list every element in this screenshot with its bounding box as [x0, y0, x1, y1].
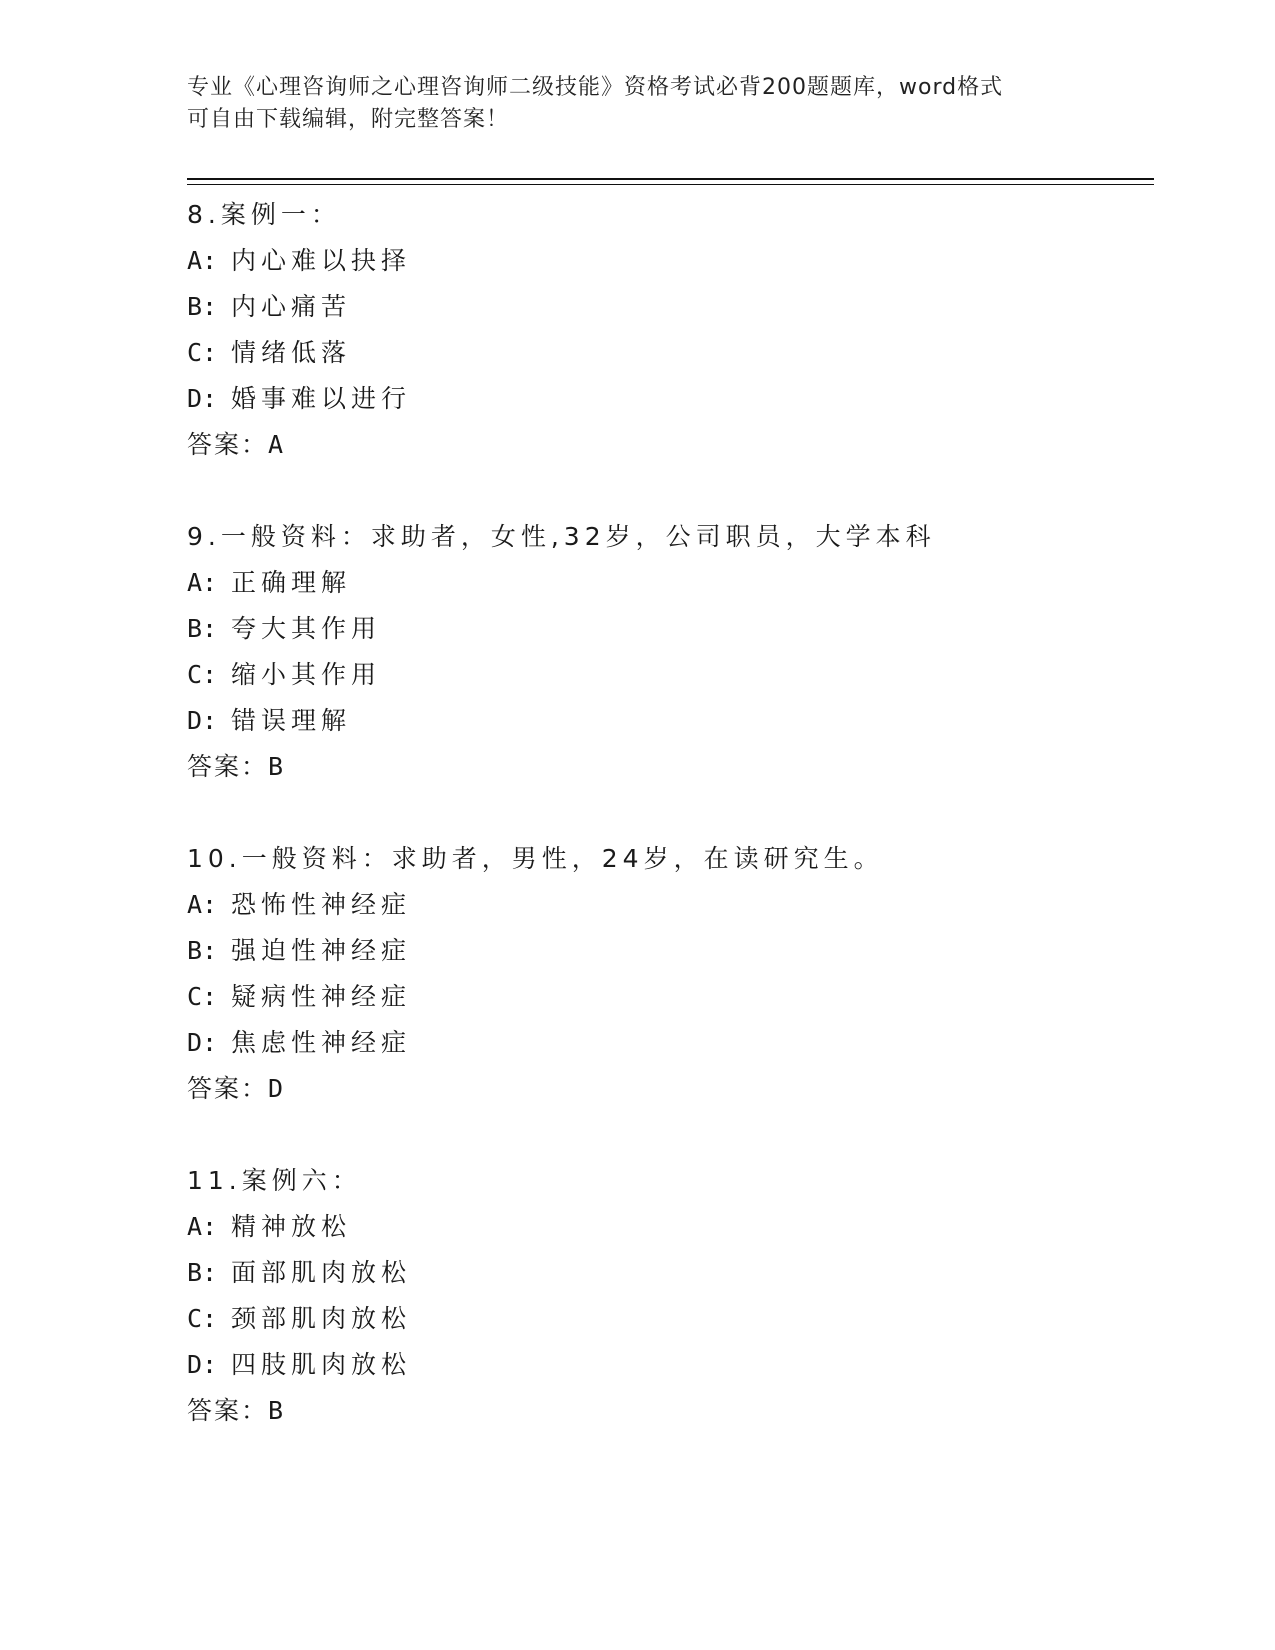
option-d [187, 1342, 1147, 1388]
option-letter: A: [187, 568, 218, 597]
option-a [187, 238, 1147, 284]
option-text: 精神放松 [231, 1212, 352, 1241]
option-text: 恐怖性神经症 [231, 890, 412, 919]
option-d [187, 698, 1147, 744]
option-letter: B: [187, 614, 218, 643]
option-letter: C: [187, 982, 218, 1011]
option-a [187, 560, 1147, 606]
option-letter: D: [187, 1350, 218, 1379]
option-text: 正确理解 [231, 568, 352, 597]
option-text: 错误理解 [231, 706, 352, 735]
option-text: 焦虑性神经症 [231, 1028, 412, 1057]
option-c [187, 1296, 1147, 1342]
header-divider-thick [187, 178, 1154, 180]
option-a [187, 882, 1147, 928]
option-b [187, 606, 1147, 652]
option-text: 颈部肌肉放松 [231, 1304, 412, 1333]
option-text: 情绪低落 [231, 338, 352, 367]
option-letter: B: [187, 936, 218, 965]
option-text: 面部肌肉放松 [231, 1258, 412, 1287]
option-c [187, 974, 1147, 1020]
question-11 [187, 1158, 1147, 1434]
option-b [187, 928, 1147, 974]
option-letter: B: [187, 292, 218, 321]
answer-label: 答案： [187, 1074, 269, 1103]
question-stem: 9.一般资料：求助者，女性,32岁，公司职员，大学本科 [187, 522, 936, 551]
option-d [187, 376, 1147, 422]
option-b [187, 1250, 1147, 1296]
option-d [187, 1020, 1147, 1066]
option-text: 缩小其作用 [231, 660, 382, 689]
option-b [187, 284, 1147, 330]
question-stem: 8.案例一： [187, 200, 341, 229]
option-letter: C: [187, 1304, 218, 1333]
answer-line [187, 744, 1147, 790]
answer-label: 答案： [187, 752, 269, 781]
answer-value: D [268, 1074, 286, 1103]
option-letter: A: [187, 246, 218, 275]
question-8 [187, 192, 1147, 468]
option-letter: C: [187, 338, 218, 367]
header-line-2: 可自由下载编辑，附完整答案！ [187, 107, 510, 132]
answer-value: A [268, 430, 286, 459]
question-stem: 11.案例六： [187, 1166, 362, 1195]
option-text: 夸大其作用 [231, 614, 382, 643]
option-c [187, 652, 1147, 698]
answer-label: 答案： [187, 1396, 269, 1425]
answer-line [187, 422, 1147, 468]
option-letter: A: [187, 890, 218, 919]
question-10 [187, 836, 1147, 1112]
document-header [187, 72, 1067, 136]
option-letter: D: [187, 706, 218, 735]
answer-value: B [268, 1396, 286, 1425]
option-letter: C: [187, 660, 218, 689]
answer-label: 答案： [187, 430, 269, 459]
answer-line [187, 1388, 1147, 1434]
question-9 [187, 514, 1147, 790]
option-text: 婚事难以进行 [231, 384, 412, 413]
option-letter: B: [187, 1258, 218, 1287]
header-divider-thin [187, 184, 1154, 185]
option-c [187, 330, 1147, 376]
header-line-1: 专业《心理咨询师之心理咨询师二级技能》资格考试必背200题题库，word格式 [187, 75, 1004, 100]
option-letter: D: [187, 1028, 218, 1057]
option-letter: A: [187, 1212, 218, 1241]
answer-line [187, 1066, 1147, 1112]
question-stem: 10.一般资料：求助者，男性，24岁，在读研究生。 [187, 844, 884, 873]
question-list [187, 192, 1147, 1480]
answer-value: B [268, 752, 286, 781]
option-text: 疑病性神经症 [231, 982, 412, 1011]
option-a [187, 1204, 1147, 1250]
option-letter: D: [187, 384, 218, 413]
option-text: 四肢肌肉放松 [231, 1350, 412, 1379]
option-text: 内心痛苦 [231, 292, 352, 321]
option-text: 强迫性神经症 [231, 936, 412, 965]
option-text: 内心难以抉择 [231, 246, 412, 275]
